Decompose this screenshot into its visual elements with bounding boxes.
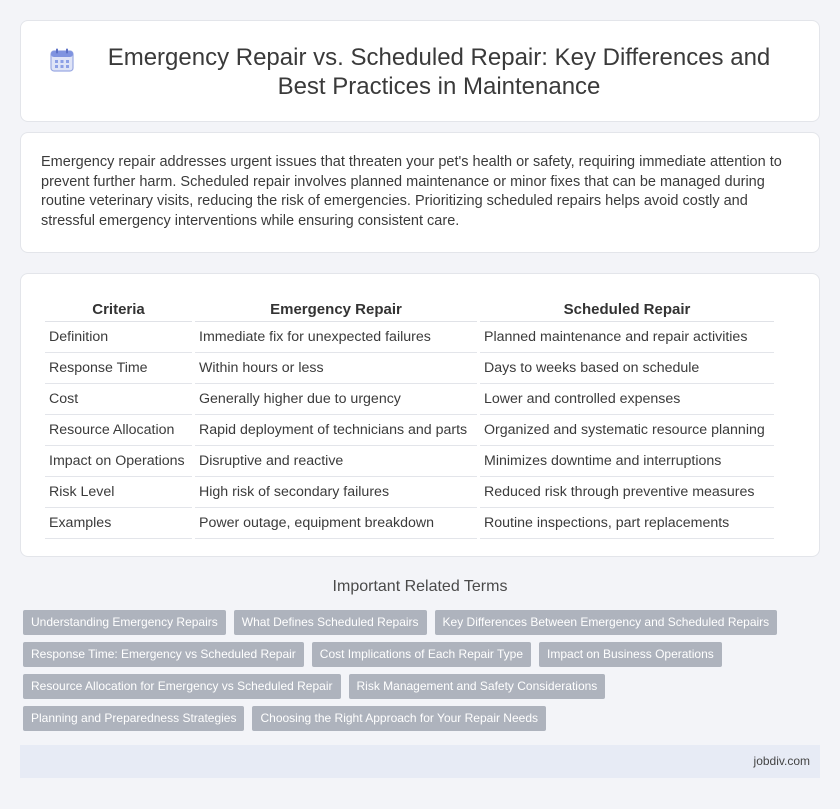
intro-card: [20, 132, 820, 253]
table-cell: Disruptive and reactive: [195, 446, 477, 477]
table-cell: Reduced risk through preventive measures: [480, 477, 774, 508]
table-cell: Planned maintenance and repair activities: [480, 322, 774, 353]
related-terms-heading: Important Related Terms: [332, 578, 508, 595]
related-term-tag[interactable]: Resource Allocation for Emergency vs Scheduled Repair: [23, 674, 341, 699]
table-header-row: [45, 294, 774, 322]
table-cell: Immediate fix for unexpected failures: [195, 322, 477, 353]
table-cell: Cost: [45, 384, 192, 415]
table-cell: Risk Level: [45, 477, 192, 508]
comparison-table: [42, 294, 777, 539]
related-term-tag[interactable]: Risk Management and Safety Considerations: [349, 674, 606, 699]
table-row: [45, 384, 774, 415]
table-cell: Resource Allocation: [45, 415, 192, 446]
table-cell: Definition: [45, 322, 192, 353]
table-cell: Days to weeks based on schedule: [480, 353, 774, 384]
intro-paragraph: Emergency repair addresses urgent issues that threaten your pet's health or safety, requiring immediate attention to prevent further harm. Scheduled repair involves planned maintenance or minor fixes that can be managed during routine veterinary visits, reducing the risk of emergencies. Prioritizing scheduled repairs helps avoid costly and stressful emergency interventions while ensuring consistent care.: [41, 154, 782, 229]
calendar-icon: [49, 47, 75, 73]
related-terms-list: [23, 610, 823, 738]
table-cell: Routine inspections, part replacements: [480, 508, 774, 539]
column-header-criteria: Criteria: [45, 294, 192, 322]
table-cell: Impact on Operations: [45, 446, 192, 477]
footer: [20, 745, 820, 778]
table-cell: Examples: [45, 508, 192, 539]
related-term-tag[interactable]: Impact on Business Operations: [539, 642, 722, 667]
table-row: [45, 415, 774, 446]
table-cell: Organized and systematic resource planning: [480, 415, 774, 446]
comparison-card: [20, 273, 820, 557]
table-cell: High risk of secondary failures: [195, 477, 477, 508]
table-row: [45, 477, 774, 508]
table-cell: Minimizes downtime and interruptions: [480, 446, 774, 477]
table-cell: Within hours or less: [195, 353, 477, 384]
column-header-scheduled: Scheduled Repair: [480, 294, 774, 322]
table-cell: Lower and controlled expenses: [480, 384, 774, 415]
related-term-tag[interactable]: Understanding Emergency Repairs: [23, 610, 226, 635]
related-term-tag[interactable]: Choosing the Right Approach for Your Repair Needs: [252, 706, 546, 731]
table-cell: Rapid deployment of technicians and parts: [195, 415, 477, 446]
table-row: [45, 353, 774, 384]
related-term-tag[interactable]: Response Time: Emergency vs Scheduled Repair: [23, 642, 304, 667]
table-cell: Generally higher due to urgency: [195, 384, 477, 415]
related-term-tag[interactable]: Key Differences Between Emergency and Scheduled Repairs: [435, 610, 778, 635]
footer-site-link[interactable]: jobdiv.com: [753, 754, 810, 768]
table-cell: Response Time: [45, 353, 192, 384]
related-term-tag[interactable]: Planning and Preparedness Strategies: [23, 706, 244, 731]
table-row: [45, 322, 774, 353]
table-cell: Power outage, equipment breakdown: [195, 508, 477, 539]
related-term-tag[interactable]: Cost Implications of Each Repair Type: [312, 642, 531, 667]
related-term-tag[interactable]: What Defines Scheduled Repairs: [234, 610, 427, 635]
header-card: [20, 20, 820, 122]
table-row: [45, 446, 774, 477]
page-title: Emergency Repair vs. Scheduled Repair: Key Differences and Best Practices in Maintenance: [107, 44, 771, 100]
table-row: [45, 508, 774, 539]
column-header-emergency: Emergency Repair: [195, 294, 477, 322]
